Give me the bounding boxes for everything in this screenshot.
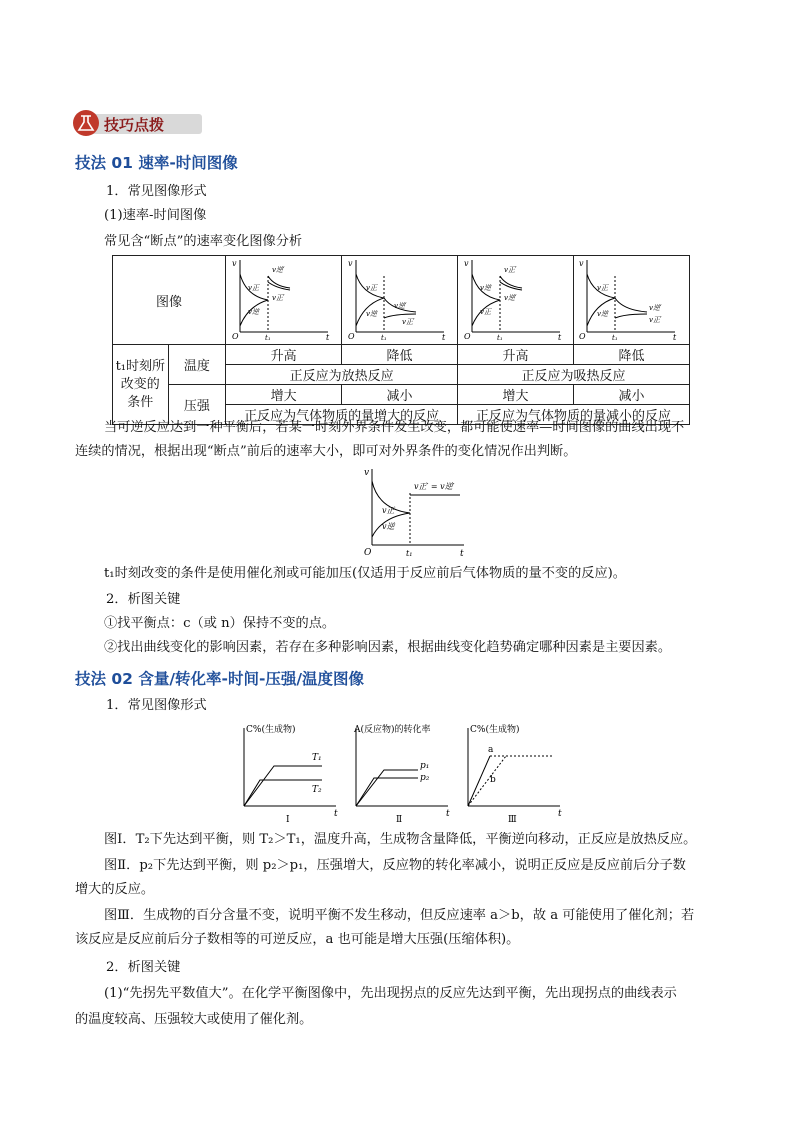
chart-III-label-a: a — [488, 745, 494, 755]
chart-II-ylabel: A(反应物)的转化率 — [354, 725, 431, 735]
table-cell: 正反应为气体物质的量减小的反应 — [458, 405, 690, 425]
table-cell: 正反应为吸热反应 — [458, 365, 690, 385]
chart-I-label-2: T₂ — [312, 785, 322, 795]
fig3-line1: 图Ⅲ．生成物的百分含量不变，说明平衡不发生移动，但反应速率 a＞b，故 a 可能使用了催化剂；若 — [104, 908, 695, 923]
table-cell: 升高 — [226, 345, 342, 365]
svg-text:v正′: v正′ — [503, 266, 517, 274]
table-label-condition: t₁时刻所改变的条件 — [113, 345, 169, 425]
rate-graph-temp-down-endo — [575, 256, 687, 340]
table-cell: 增大 — [458, 385, 574, 405]
chart-I — [244, 723, 338, 825]
svg-text:t₁: t₁ — [264, 334, 271, 340]
svg-text:t₁: t₁ — [380, 334, 387, 340]
svg-text:v逆: v逆 — [382, 522, 395, 531]
svg-text:t: t — [325, 333, 329, 340]
table-cell: 增大 — [226, 385, 342, 405]
table-label-temp: 温度 — [168, 345, 226, 385]
table-cell: 减小 — [573, 385, 689, 405]
svg-text:v: v — [579, 259, 585, 268]
section-banner — [72, 108, 204, 138]
svg-text:O: O — [364, 548, 372, 557]
content-charts — [236, 720, 586, 826]
chart-I-numeral: Ⅰ — [286, 815, 290, 825]
banner-title: 技巧点拨 — [104, 116, 165, 134]
section1-key1: ①找平衡点：c（或 n）保持不变的点。 — [104, 616, 336, 631]
rate-graph-temp-up-endo — [460, 256, 572, 340]
svg-text:v正: v正 — [382, 506, 395, 515]
svg-text:v正′: v正′ — [401, 318, 415, 326]
svg-text:v正: v正 — [365, 284, 377, 292]
svg-text:t: t — [557, 333, 561, 340]
table-cell: 正反应为气体物质的量增大的反应 — [226, 405, 458, 425]
table-cell: 降低 — [342, 345, 458, 365]
svg-text:v正′: v正′ — [271, 294, 285, 302]
section2-item1: 1．常见图像形式 — [106, 698, 207, 713]
table-label-image: 图像 — [113, 256, 226, 345]
fig3-line2: 该反应是反应前后分子数相等的可逆反应，a 也可能是增大压强(压缩体积)。 — [75, 932, 520, 947]
table-cell: 正反应为放热反应 — [226, 365, 458, 385]
svg-text:t: t — [334, 809, 338, 819]
catalyst-label: v正′ = v逆′ — [414, 482, 455, 491]
svg-text:t₁: t₁ — [406, 549, 413, 557]
section2-key1-line1: (1)“先拐先平数值大”。在化学平衡图像中，先出现拐点的反应先达到平衡，先出现拐点的曲线表示 — [104, 986, 677, 1001]
svg-text:v: v — [463, 259, 469, 268]
chart-III-label-b: b — [490, 775, 496, 785]
section1-heading: 技法 01 速率-时间图像 — [75, 154, 238, 172]
svg-text:v: v — [231, 259, 237, 268]
fig1-text: 图Ⅰ．T₂下先达到平衡，则 T₂＞T₁，温度升高，生成物含量降低，平衡逆向移动，正反应是放热反应。 — [104, 832, 697, 847]
fig2-line2: 增大的反应。 — [75, 882, 155, 897]
section1-item1-desc: 常见含“断点”的速率变化图像分析 — [104, 234, 303, 249]
table-cell: 降低 — [573, 345, 689, 365]
section1-key2: ②找出曲线变化的影响因素，若存在多种影响因素，根据曲线变化趋势确定哪种因素是主要因素。 — [104, 640, 672, 655]
svg-text:O: O — [579, 332, 587, 340]
svg-text:v逆: v逆 — [247, 308, 259, 316]
svg-text:v逆: v逆 — [597, 310, 609, 318]
rate-graph-cell — [342, 256, 458, 345]
svg-text:v逆′: v逆′ — [649, 304, 663, 312]
rate-graph-cell — [226, 256, 342, 345]
svg-text:v逆′: v逆′ — [393, 302, 407, 310]
chart-III — [468, 723, 562, 825]
table-label-pressure: 压强 — [168, 385, 226, 425]
catalyst-note: t₁时刻改变的条件是使用催化剂或可能加压(仅适用于反应前后气体物质的量不变的反应)。 — [104, 566, 626, 581]
svg-text:t₁: t₁ — [496, 334, 503, 340]
chart-I-ylabel: C%(生成物) — [246, 725, 296, 735]
svg-text:v: v — [364, 468, 370, 478]
chart-II — [353, 723, 450, 825]
svg-text:v逆: v逆 — [365, 310, 377, 318]
rate-graph-temp-up — [228, 256, 340, 340]
svg-text:v正: v正 — [247, 284, 259, 292]
rate-graph-temp-down — [344, 256, 456, 340]
chart-II-numeral: Ⅱ — [396, 815, 403, 825]
section2-heading: 技法 02 含量/转化率-时间-压强/温度图像 — [75, 670, 365, 688]
svg-text:v逆′: v逆′ — [503, 294, 517, 302]
chart-I-label-1: T₁ — [312, 753, 322, 763]
svg-text:v: v — [347, 259, 353, 268]
rate-change-table — [112, 255, 690, 425]
chart-II-label-2: p₂ — [420, 773, 430, 783]
svg-text:v正: v正 — [597, 284, 609, 292]
chart-III-numeral: Ⅲ — [508, 815, 517, 825]
fig2-line1: 图Ⅱ．p₂下先达到平衡，则 p₂＞p₁，压强增大，反应物的转化率减小，说明正反应是反应前后分子数 — [104, 858, 686, 873]
svg-text:t: t — [446, 809, 450, 819]
para1-line2: 连续的情况，根据出现“断点”前后的速率大小，即可对外界条件的变化情况作出判断。 — [75, 444, 577, 459]
svg-text:t₁: t₁ — [612, 334, 619, 340]
svg-text:t: t — [460, 549, 464, 557]
rate-graph-cell — [573, 256, 689, 345]
svg-text:t: t — [441, 333, 445, 340]
svg-text:t: t — [673, 333, 677, 340]
section2-item2: 2．析图关键 — [106, 960, 181, 975]
chart-III-ylabel: C%(生成物) — [470, 725, 520, 735]
para1-line1: 当可逆反应达到一种平衡后，若某一时刻外界条件发生改变，都可能使速率—时间图像的曲线出现不 — [104, 420, 685, 435]
svg-text:O: O — [463, 332, 471, 340]
svg-text:v逆: v逆 — [479, 284, 491, 292]
table-cell: 升高 — [458, 345, 574, 365]
catalyst-rate-graph — [360, 465, 470, 557]
section1-item1: 1．常见图像形式 — [106, 184, 207, 199]
chart-II-label-1: p₁ — [420, 761, 430, 771]
section1-item1-sub: (1)速率-时间图像 — [104, 208, 207, 223]
svg-text:O: O — [347, 332, 355, 340]
table-cell: 减小 — [342, 385, 458, 405]
svg-text:v正′: v正′ — [649, 316, 663, 324]
svg-text:v正: v正 — [479, 308, 491, 316]
section1-item2: 2．析图关键 — [106, 592, 181, 607]
svg-text:v逆′: v逆′ — [271, 266, 285, 274]
svg-text:O: O — [231, 332, 239, 340]
rate-graph-cell — [458, 256, 574, 345]
section2-key1-line2: 的温度较高、压强较大或使用了催化剂。 — [75, 1012, 313, 1027]
svg-text:t: t — [558, 809, 562, 819]
